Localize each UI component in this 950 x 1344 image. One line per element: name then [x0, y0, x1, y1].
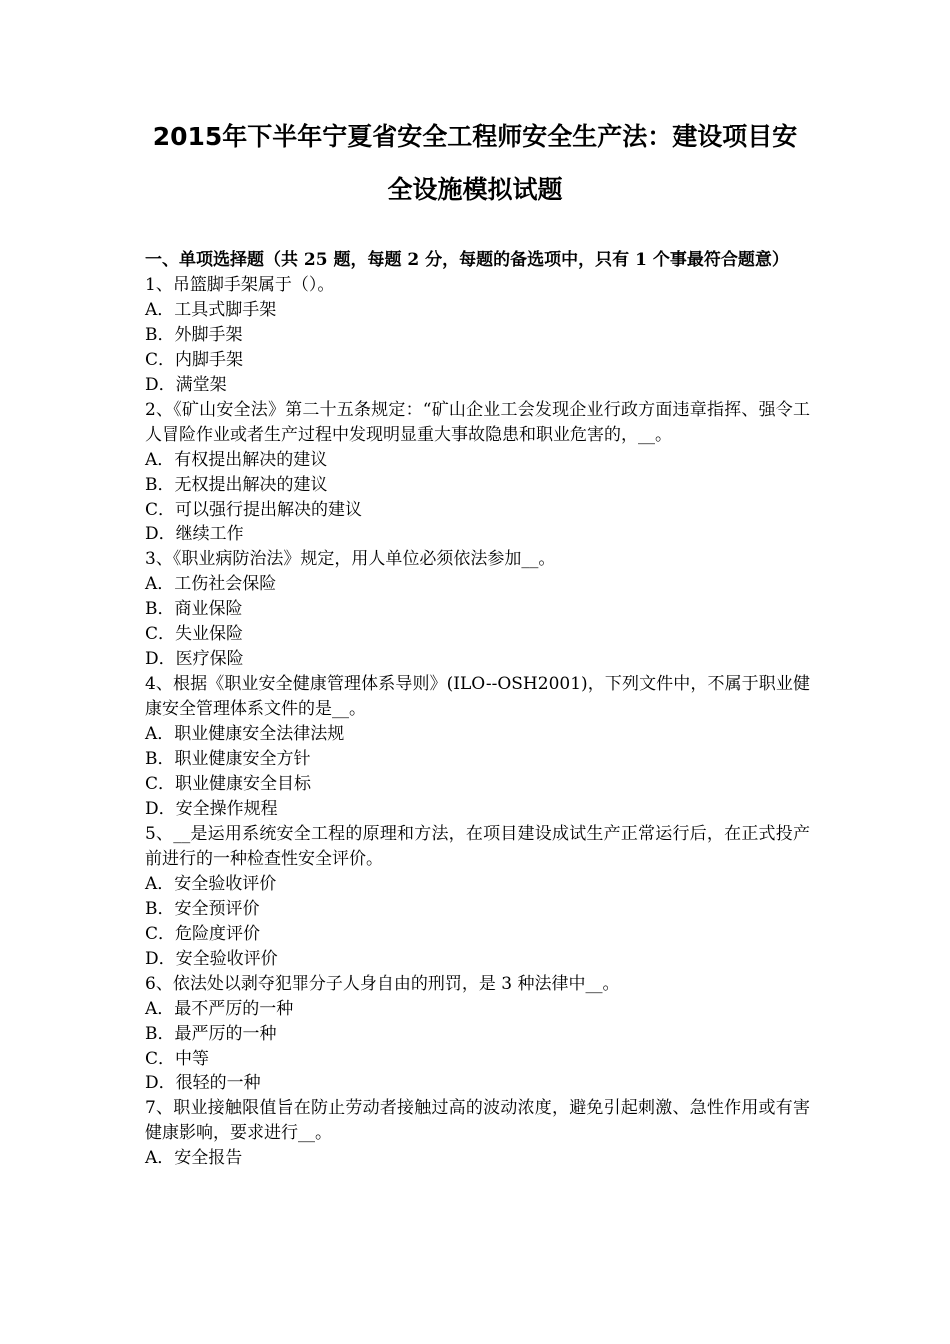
option-c: C．失业保险 [145, 624, 244, 645]
question-7 [145, 1096, 810, 1171]
question-2 [145, 398, 810, 548]
option-d: D．医疗保险 [145, 649, 244, 670]
question-4 [145, 672, 810, 822]
document-title-line1: 2015年下半年宁夏省安全工程师安全生产法：建设项目安 [152, 122, 798, 151]
option-c: C．可以强行提出解决的建议 [145, 499, 363, 520]
option-c: C．内脚手架 [145, 349, 244, 370]
question-stem: 1、吊篮脚手架属于（）。 [145, 274, 335, 295]
question-6 [145, 972, 810, 1097]
option-d: D．很轻的一种 [145, 1073, 261, 1094]
question-stem: 7、职业接触限值旨在防止劳动者接触过高的波动浓度，避免引起刺激、急性作用或有害健康影响，要求进行__。 [145, 1098, 810, 1144]
question-stem: 2、《矿山安全法》第二十五条规定：“矿山企业工会发现企业行政方面违章指挥、强令工人冒险作业或者生产过程中发现明显重大事故隐患和职业危害的，__。 [145, 399, 810, 445]
option-d: D．安全操作规程 [145, 798, 278, 819]
option-b: B．商业保险 [145, 599, 243, 620]
option-d: D．继续工作 [145, 524, 244, 545]
question-stem: 3、《职业病防治法》规定，用人单位必须依法参加__。 [145, 549, 556, 570]
option-b: B．职业健康安全方针 [145, 749, 311, 770]
question-1 [145, 273, 810, 398]
option-a: A．最不严厉的一种 [145, 998, 294, 1019]
question-stem: 5、__是运用系统安全工程的原理和方法，在项目建设成试生产正常运行后，在正式投产前进行的一种检查性安全评价。 [145, 823, 810, 869]
question-stem: 4、根据《职业安全健康管理体系导则》(ILO--OSH2001)，下列文件中，不属于职业健康安全管理体系文件的是__。 [145, 674, 810, 720]
option-b: B．最严厉的一种 [145, 1023, 277, 1044]
option-b: B．外脚手架 [145, 324, 243, 345]
document-title-line2: 全设施模拟试题 [387, 175, 563, 204]
question-stem: 6、依法处以剥夺犯罪分子人身自由的刑罚，是 3 种法律中__。 [145, 973, 620, 994]
document-body [145, 248, 810, 1171]
option-c: C．职业健康安全目标 [145, 774, 312, 795]
option-c: C．中等 [145, 1048, 210, 1069]
option-a: A．职业健康安全法律法规 [145, 724, 345, 745]
option-d: D．满堂架 [145, 374, 227, 395]
option-a: A．安全验收评价 [145, 873, 277, 894]
section-heading: 一、单项选择题（共 25 题，每题 2 分，每题的备选项中，只有 1 个事最符合题意） [145, 250, 789, 270]
option-a: A．工具式脚手架 [145, 299, 277, 320]
option-b: B．安全预评价 [145, 898, 260, 919]
question-3 [145, 547, 810, 672]
option-d: D．安全验收评价 [145, 948, 278, 969]
option-b: B．无权提出解决的建议 [145, 474, 328, 495]
option-c: C．危险度评价 [145, 923, 261, 944]
option-a: A．有权提出解决的建议 [145, 449, 328, 470]
option-a: A．安全报告 [145, 1148, 243, 1169]
question-5 [145, 822, 810, 972]
option-a: A．工伤社会保险 [145, 574, 277, 595]
